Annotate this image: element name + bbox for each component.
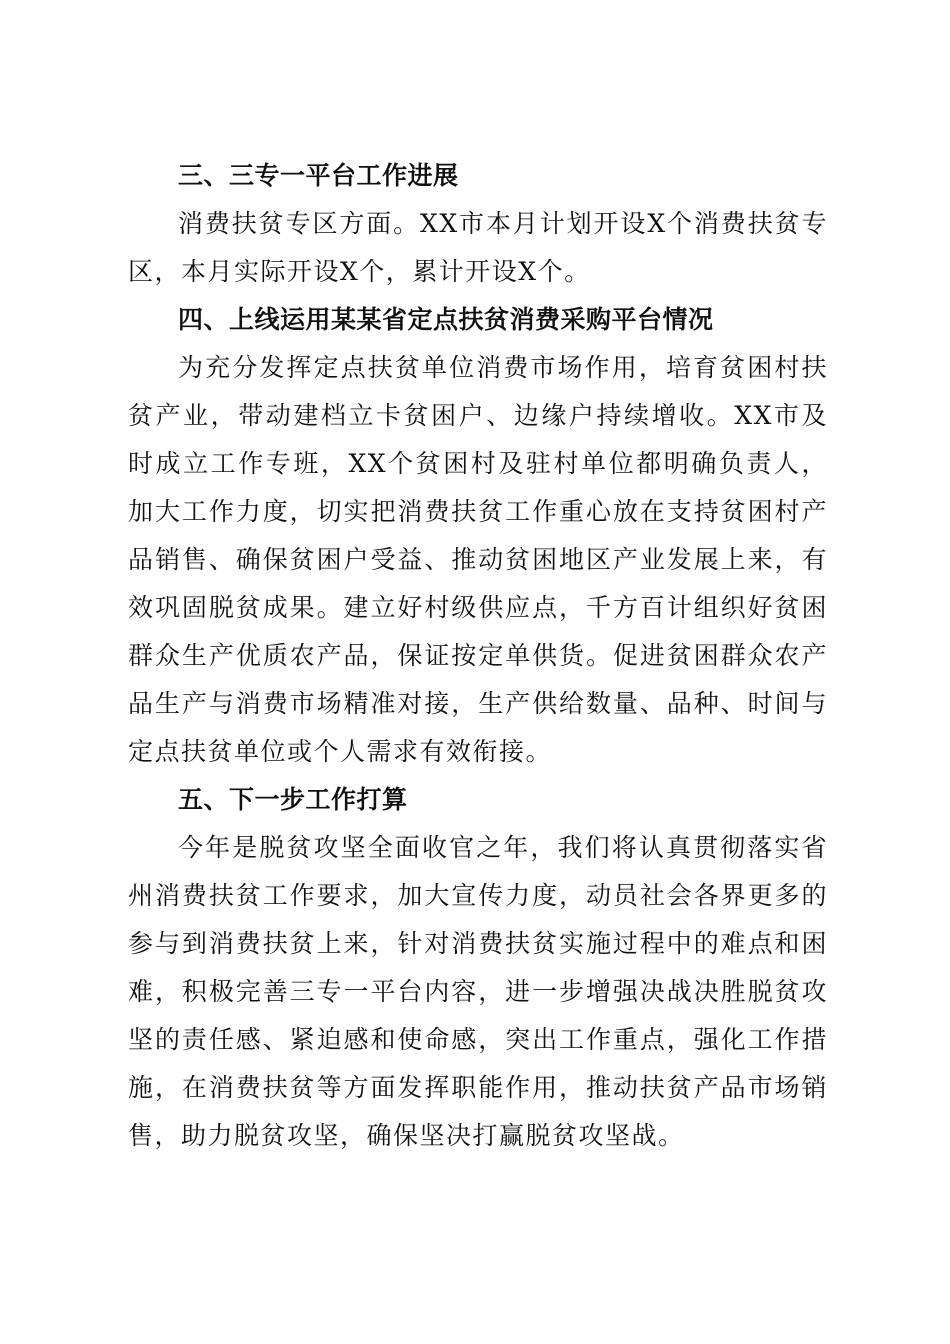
section-heading-3: 三、三专一平台工作进展 — [178, 161, 459, 190]
section-4-paragraph: 为充分发挥定点扶贫单位消费市场作用，培育贫困村扶贫产业，带动建档立卡贫困户、边缘户持续增收。XX市及时成立工作专班，XX个贫困村及驻村单位都明确负责人，加大工作力度，切实把消费扶贫工作重心放在支持贫困村产品销售、确保贫困户受益、推动贫困地区产业发展上来，有效巩固脱贫成果。建立好村级供应点，千方百计组织好贫困群众生产优质农产品，保证按定单供货。促进贫困群众农产品生产与消费市场精准对接，生产供给数量、品种、时间与定点扶贫单位或个人需求有效衔接。 — [128, 353, 828, 766]
document-body — [128, 152, 828, 1160]
section-heading-4: 四、上线运用某某省定点扶贫消费采购平台情况 — [178, 305, 714, 334]
section-5-paragraph: 今年是脱贫攻坚全面收官之年，我们将认真贯彻落实省州消费扶贫工作要求，加大宣传力度，动员社会各界更多的参与到消费扶贫上来，针对消费扶贫实施过程中的难点和困难，积极完善三专一平台内容，进一步增强决战决胜脱贫攻坚的责任感、紧迫感和使命感，突出工作重点，强化工作措施，在消费扶贫等方面发挥职能作用，推动扶贫产品市场销售，助力脱贫攻坚，确保坚决打赢脱贫攻坚战。 — [128, 833, 828, 1150]
section-heading-5: 五、下一步工作打算 — [178, 785, 408, 814]
section-3-paragraph: 消费扶贫专区方面。XX市本月计划开设X个消费扶贫专区，本月实际开设X个，累计开设X个。 — [128, 209, 828, 286]
